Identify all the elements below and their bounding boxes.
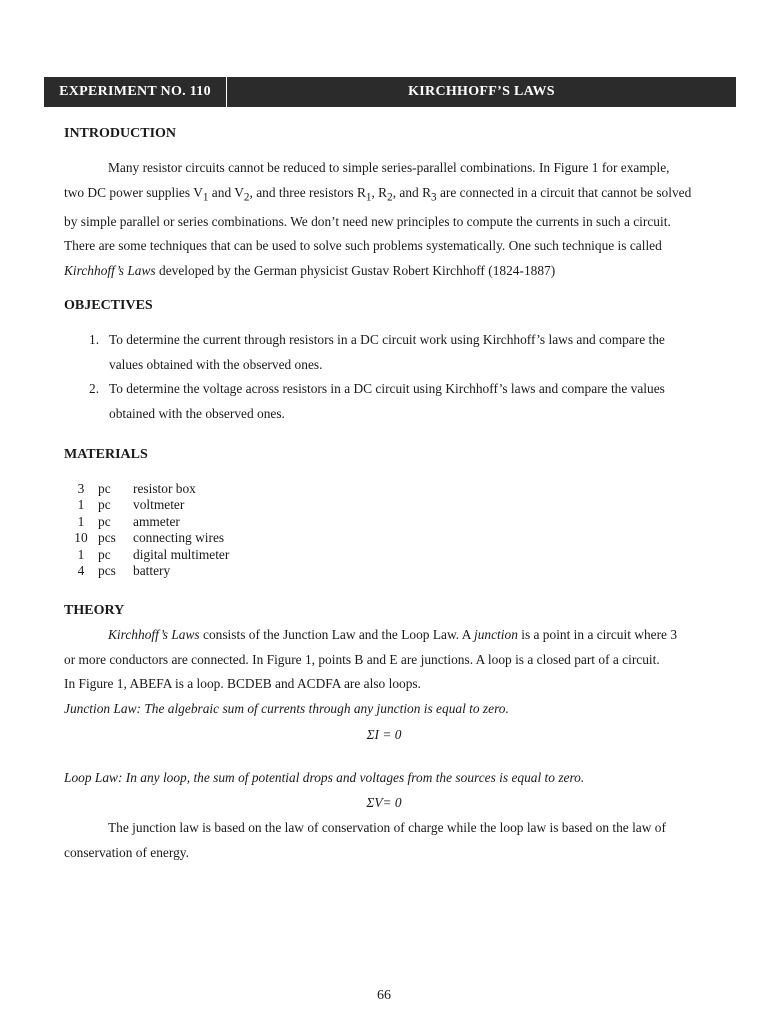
theory-line-3: In Figure 1, ABEFA is a loop. BCDEB and ACDFA are also loops.: [64, 676, 421, 691]
theory-heading: THEORY: [64, 603, 125, 618]
junction-law: Junction Law: The algebraic sum of currents through any junction is equal to zero.: [64, 701, 509, 716]
objective-item: 1. To determine the current through resistors in a DC circuit work using Kirchhoff’s laws and compare the values obtained with the observed ones.: [89, 332, 665, 372]
page-number: 66: [377, 988, 391, 1003]
material-row: 10 pcs connecting wires: [74, 530, 225, 546]
materials-heading: MATERIALS: [64, 447, 148, 462]
introduction-paragraph: [64, 156, 710, 283]
material-row: 1 pc voltmeter: [77, 497, 185, 513]
materials-list: [64, 481, 229, 579]
theory-line-2: or more conductors are connected. In Figure 1, points B and E are junctions. A loop is a closed part of a circuit.: [64, 651, 660, 667]
junction-equation: ΣI = 0: [366, 727, 402, 742]
material-row: 3 pc resistor box: [77, 481, 196, 496]
experiment-title: KIRCHHOFF’S LAWS: [408, 84, 555, 99]
intro-line-4: There are some techniques that can be used to solve such problems systematically. One such technique is called: [64, 238, 662, 254]
intro-line-1: Many resistor circuits cannot be reduced to simple series-parallel combinations. In Figure 1 for example,: [108, 160, 670, 175]
material-row: 1 pc ammeter: [77, 513, 180, 529]
intro-line-2: two DC power supplies $V_1$ and $V_2$, and three resistors $R_1$, $R_2$, and $R_3$ are connected in a circuit that cannot be solved: [64, 184, 692, 204]
conservation-paragraph: [64, 816, 710, 865]
experiment-number: EXPERIMENT NO. 110: [44, 77, 227, 107]
intro-line-3: by simple parallel or series combinations. We don’t need new principles to compute the currents in such a circuit.: [64, 213, 671, 229]
loop-equation: ΣV= 0: [366, 795, 402, 810]
objectives-heading: OBJECTIVES: [64, 298, 153, 313]
header-bar: [44, 77, 736, 107]
intro-line-5: Kirchhoff’s Laws developed by the German physicist Gustav Robert Kirchhoff (1824-1887): [64, 262, 556, 278]
objective-item: 2. To determine the voltage across resistors in a DC circuit using Kirchhoff’s laws and compare the values obtained with the observed ones.: [89, 381, 665, 421]
material-row: 1 pc digital multimeter: [77, 546, 230, 562]
conservation-line-2: conservation of energy.: [64, 844, 189, 860]
material-row: 4 pcs battery: [77, 563, 171, 579]
objectives-list: [64, 328, 710, 426]
loop-law: Loop Law: In any loop, the sum of potential drops and voltages from the sources is equal to zero.: [64, 770, 585, 785]
conservation-line-1: The junction law is based on the law of conservation of charge while the loop law is based on the law of: [108, 820, 666, 835]
introduction-heading: INTRODUCTION: [64, 126, 177, 141]
theory-line-1: Kirchhoff’s Laws consists of the Junction Law and the Loop Law. A junction is a point in a circuit where 3: [108, 627, 678, 642]
theory-paragraph: [64, 623, 710, 697]
